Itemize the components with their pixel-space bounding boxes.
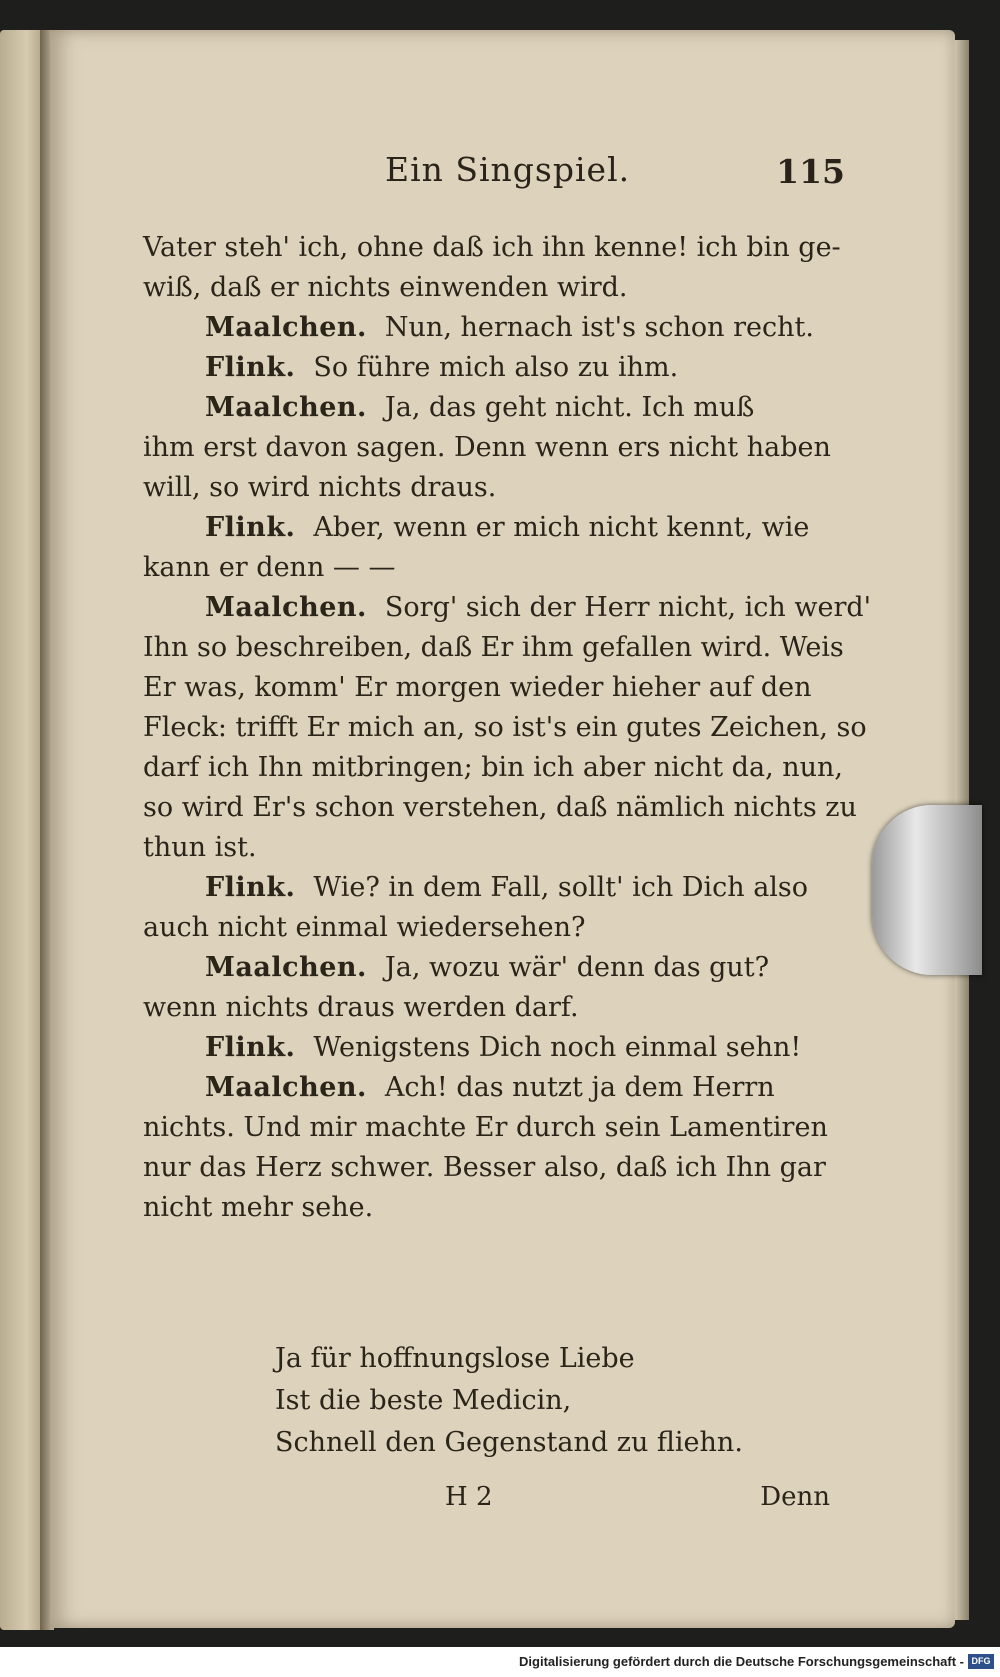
speaker-name: Maalchen. — [205, 592, 367, 623]
speech-line — [143, 868, 828, 908]
text-line — [143, 548, 828, 588]
line-text: So führe mich also zu ihm. — [313, 352, 679, 383]
text-line — [143, 988, 828, 1028]
line-text: wiß, daß er nichts einwenden wird. — [143, 272, 628, 303]
verse-line: Ja für hoffnungslose Liebe — [275, 1343, 635, 1374]
line-text: kann er denn — — — [143, 552, 396, 583]
text-line — [143, 748, 843, 788]
line-text: Wenigstens Dich noch einmal sehn! — [313, 1032, 802, 1063]
text-line — [143, 468, 828, 508]
text-line — [143, 668, 828, 708]
line-text: Ja, wozu wär' denn das gut? — [384, 952, 770, 983]
line-text: nichts. Und mir machte Er durch sein Lamentiren — [143, 1112, 828, 1143]
line-text: so wird Er's schon verstehen, daß nämlich nichts zu — [143, 792, 857, 823]
speech-line — [143, 1028, 828, 1068]
line-text: Ihn so beschreiben, daß Er ihm gefallen wird. Weis — [143, 632, 844, 663]
speaker-name: Flink. — [205, 352, 296, 383]
verse-line: Ist die beste Medicin, — [275, 1385, 572, 1416]
line-text: Ja, das geht nicht. Ich muß — [384, 392, 755, 423]
text-line — [143, 708, 867, 748]
line-text: Aber, wenn er mich nicht kennt, wie — [313, 512, 810, 543]
body-text — [143, 228, 872, 1228]
text-line — [143, 268, 828, 308]
speaker-name: Maalchen. — [205, 312, 367, 343]
verse-line: Schnell den Gegenstand zu fliehn. — [275, 1427, 743, 1458]
line-text: nicht mehr sehe. — [143, 1192, 374, 1223]
page-footer — [145, 1482, 830, 1522]
credit-bar — [0, 1647, 1000, 1677]
speech-line — [143, 948, 828, 988]
text-line — [143, 1188, 828, 1228]
line-text: will, so wird nichts draus. — [143, 472, 497, 503]
text-line — [143, 828, 828, 868]
text-line — [143, 1108, 828, 1148]
speech-line — [143, 508, 828, 548]
text-line — [143, 628, 844, 668]
text-line — [143, 908, 828, 948]
catchword: Denn — [760, 1482, 830, 1512]
text-line — [143, 1148, 828, 1188]
line-text: Er was, komm' Er morgen wieder hieher auf den — [143, 672, 812, 703]
speech-line — [143, 308, 828, 348]
speaker-name: Maalchen. — [205, 952, 367, 983]
page-number: 115 — [776, 152, 845, 191]
line-text: nur das Herz schwer. Besser also, daß ich Ihn gar — [143, 1152, 826, 1183]
line-text: Nun, hernach ist's schon recht. — [384, 312, 814, 343]
speaker-name: Flink. — [205, 1032, 296, 1063]
line-text: darf ich Ihn mitbringen; bin ich aber nicht da, nun, — [143, 752, 843, 783]
running-title: Ein Singspiel. — [385, 150, 631, 189]
speech-line — [143, 348, 828, 388]
line-text: Wie? in dem Fall, sollt' ich Dich also — [313, 872, 809, 903]
line-text: auch nicht einmal wiedersehen? — [143, 912, 586, 943]
line-text: wenn nichts draus werden darf. — [143, 992, 579, 1023]
dfg-logo: DFG — [968, 1654, 994, 1669]
line-text: Ach! das nutzt ja dem Herrn — [384, 1072, 775, 1103]
book-clip — [872, 805, 982, 975]
page-header — [145, 150, 845, 200]
line-text: ihm erst davon sagen. Denn wenn ers nicht haben — [143, 432, 831, 463]
speaker-name: Maalchen. — [205, 1072, 367, 1103]
speech-line — [143, 388, 828, 428]
text-line — [143, 788, 857, 828]
speech-line — [143, 1068, 828, 1108]
line-text: Fleck: trifft Er mich an, so ist's ein gutes Zeichen, so — [143, 712, 867, 743]
speaker-name: Flink. — [205, 512, 296, 543]
speaker-name: Maalchen. — [205, 392, 367, 423]
line-text: Vater steh' ich, ohne daß ich ihn kenne! ich bin ge- — [143, 232, 841, 263]
text-line — [143, 428, 831, 468]
text-line — [143, 228, 841, 268]
verse-block — [275, 1338, 775, 1464]
credit-text: Digitalisierung gefördert durch die Deutsche Forschungsgemeinschaft - — [519, 1654, 964, 1669]
line-text: thun ist. — [143, 832, 257, 863]
line-text: Sorg' sich der Herr nicht, ich werd' — [384, 592, 872, 623]
speech-line — [143, 588, 872, 628]
signature-mark: H 2 — [445, 1482, 493, 1512]
speaker-name: Flink. — [205, 872, 296, 903]
